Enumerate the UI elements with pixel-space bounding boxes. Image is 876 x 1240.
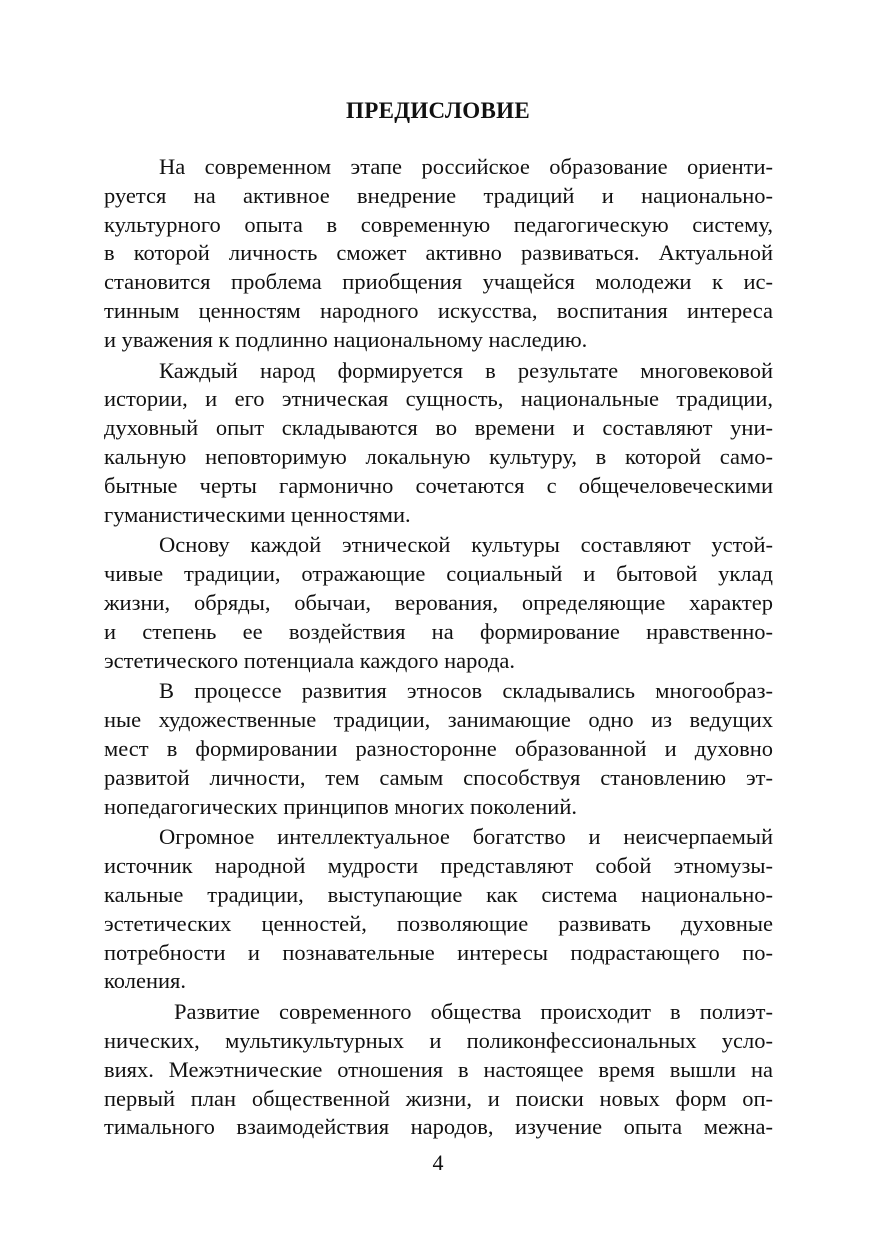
text-line: жизни, обряды, обычаи, верования, определяющие характер xyxy=(104,589,773,615)
paragraph-1 xyxy=(104,153,773,355)
text-line: руется на активное внедрение традиций и национально- xyxy=(104,182,773,208)
text-line: чивые традиции, отражающие социальный и бытовой уклад xyxy=(104,561,773,587)
text-line: и степень ее воздействия на формирование нравственно- xyxy=(104,618,773,644)
text-line: в которой личность сможет активно развиваться. Актуальной xyxy=(104,240,773,266)
text-line: ные художественные традиции, занимающие одно из ведущих xyxy=(104,707,773,733)
text-line: развитой личности, тем самым способствуя становлению эт- xyxy=(104,764,773,790)
text-line: На современном этапе российское образование ориенти- xyxy=(159,154,773,179)
paragraph-6 xyxy=(104,998,773,1142)
paragraph-4 xyxy=(104,677,773,821)
text-line: кальные традиции, выступающие как система национально- xyxy=(104,881,773,907)
text-line: Огромное интеллектуальное богатство и неисчерпаемый xyxy=(159,824,773,850)
text-line: источник народной мудрости представляют собой этномузы- xyxy=(104,853,773,879)
paragraph-2 xyxy=(104,357,773,530)
text-line: Развитие современного общества происходит в полиэт- xyxy=(174,999,773,1025)
text-line: мест в формировании разносторонне образованной и духовно xyxy=(104,735,773,761)
text-line: культурного опыта в современную педагогическую систему, xyxy=(104,211,773,237)
text-line: коления. xyxy=(104,968,187,994)
text-line: бытные черты гармонично сочетаются с общечеловеческими xyxy=(104,472,773,498)
text-line: кальную неповторимую локальную культуру, в которой само- xyxy=(104,443,773,469)
paragraph-3 xyxy=(104,531,773,675)
text-line: виях. Межэтнические отношения в настоящее время вышли на xyxy=(104,1056,773,1082)
text-line: В процессе развития этносов складывались многообраз- xyxy=(159,678,773,704)
text-line: эстетического потенциала каждого народа. xyxy=(104,647,516,673)
text-line: духовный опыт складываются во времени и составляют уни- xyxy=(104,415,773,441)
text-line: потребности и познавательные интересы подрастающего по- xyxy=(104,939,773,965)
text-line: становится проблема приобщения учащейся молодежи к ис- xyxy=(104,269,773,295)
page-number: 4 xyxy=(432,1150,444,1175)
text-line: Каждый народ формируется в результате многовековой xyxy=(159,357,773,383)
text-line: нопедагогических принципов многих поколений. xyxy=(104,793,578,819)
page-title: ПРЕДИСЛОВИЕ xyxy=(346,98,530,123)
paragraph-5 xyxy=(104,823,773,996)
text-line: Основу каждой этнической культуры составляют устой- xyxy=(159,532,773,558)
body-text xyxy=(104,153,773,1142)
text-line: истории, и его этническая сущность, национальные традиции, xyxy=(104,386,773,412)
text-line: первый план общественной жизни, и поиски новых форм оп- xyxy=(104,1085,773,1111)
text-line: и уважения к подлинно национальному наследию. xyxy=(104,326,588,352)
text-line: тинным ценностям народного искусства, воспитания интереса xyxy=(104,297,773,323)
text-line: нических, мультикультурных и поликонфессиональных усло- xyxy=(104,1027,773,1053)
text-line: тимального взаимодействия народов, изучение опыта межна- xyxy=(104,1114,773,1140)
text-line: эстетических ценностей, позволяющие развивать духовные xyxy=(104,910,773,936)
text-line: гуманистическими ценностями. xyxy=(104,501,411,527)
